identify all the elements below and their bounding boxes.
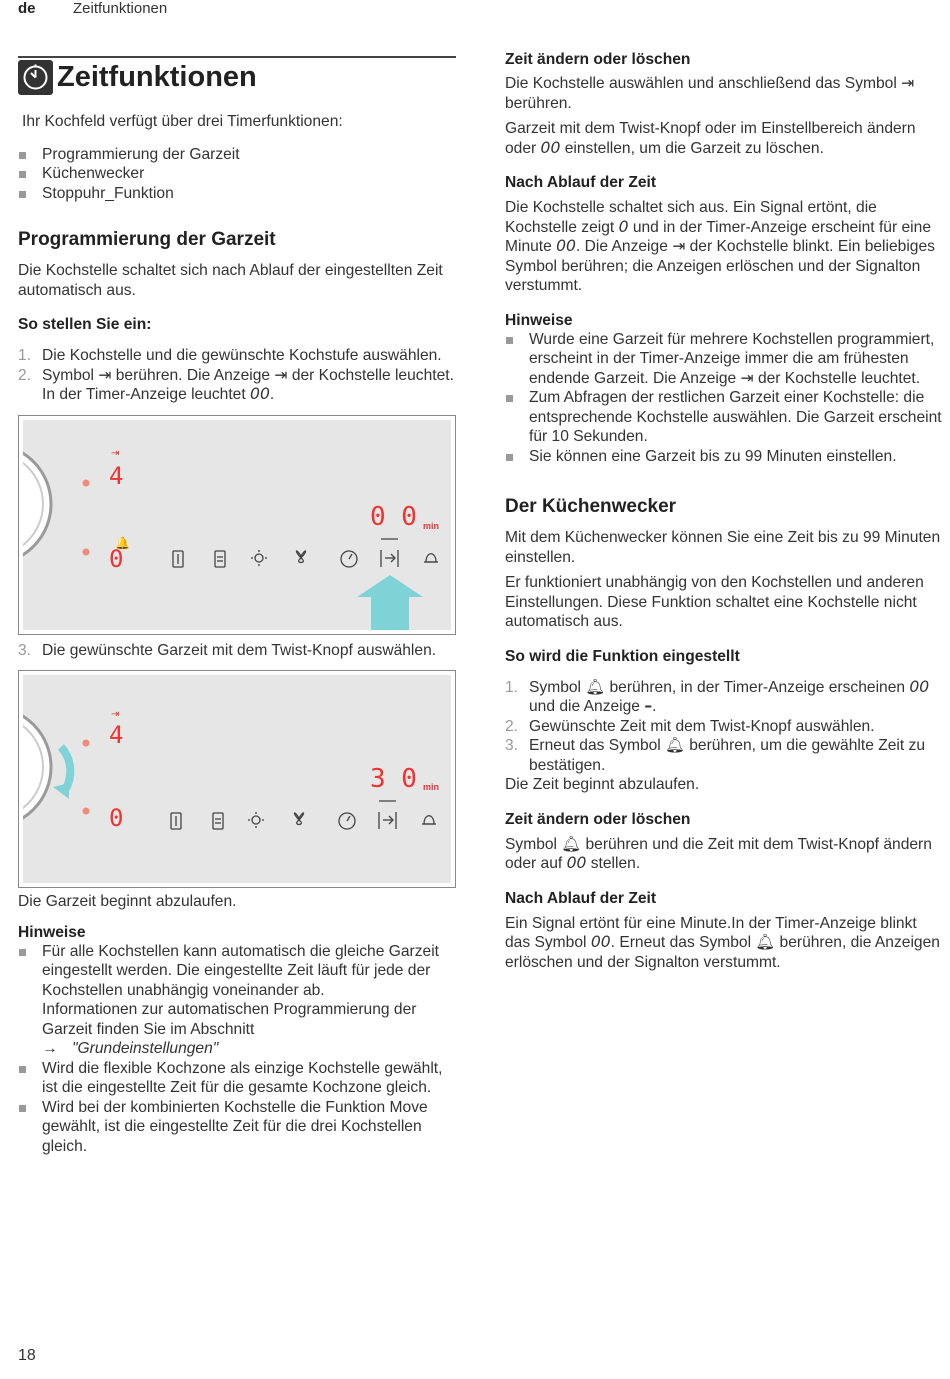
text: der Kochstelle blinkt. Ein beliebiges Symbol berühren; die Anzeigen erlöschen und der Signalton verstummt. (505, 238, 935, 294)
text: Die Kochstelle schaltet sich aus. Ein Signal ertönt, die Kochstelle zeigt (505, 199, 877, 236)
list-item: Küchenwecker (18, 164, 456, 184)
page-number: 18 (18, 1347, 36, 1364)
zero-zero-icon: 00 (909, 677, 930, 696)
zero-zero-icon: 00 (250, 385, 270, 403)
level-display-bottom: 0 (109, 544, 124, 573)
list-item (18, 346, 456, 366)
page-title (18, 60, 456, 94)
paragraph (505, 198, 945, 296)
text: Gewünschte Zeit mit dem Twist-Knopf auswählen. (529, 717, 875, 735)
timer-unit: min (423, 782, 440, 792)
timer-arrow-icon: ⇥ (901, 74, 915, 92)
step-text: . (269, 386, 275, 403)
text: . Die Anzeige (575, 238, 673, 255)
heading-change-time-2: Zeit ändern oder löschen (505, 810, 691, 828)
zero-zero-icon: 00 (556, 237, 576, 255)
paragraph (505, 835, 945, 874)
paragraph: Er funktioniert unabhängig von den Kochstellen und anderen Einstellungen. Diese Funktion schaltet eine Kochstelle nicht automatisch aus. (505, 574, 924, 630)
steps-list-continued (18, 641, 456, 661)
note-text: Informationen zur automatischen Programmierung der Garzeit finden Sie im Abschnitt (42, 1001, 417, 1038)
zero-zero-icon: 00 (540, 138, 561, 157)
list-item (18, 942, 456, 1059)
text: berühren. (505, 94, 572, 112)
text: Symbol (505, 835, 562, 853)
list-item (18, 641, 456, 661)
bell-icon: 🔔︎ (561, 834, 582, 853)
paragraph (505, 74, 945, 113)
level-display-top: 4 (109, 461, 124, 490)
text: Garzeit mit dem Twist-Knopf oder im Einstellbereich ändern oder (505, 120, 916, 157)
heading-kitchen-timer: Der Küchenwecker (505, 496, 677, 517)
svg-text:⇥: ⇥ (111, 447, 120, 459)
text: . (652, 698, 657, 715)
list-item: Programmierung der Garzeit (18, 145, 456, 165)
bell-icon: 🔔︎ (755, 933, 776, 951)
zero-icon: 0 (618, 217, 629, 236)
text: stellen. (586, 855, 641, 872)
text: berühren und die Zeit mit dem Twist-Knopf ändern oder auf (505, 835, 932, 872)
step-text: Symbol (42, 366, 99, 384)
text: Erneut das Symbol (529, 737, 666, 754)
dash-icon: – (644, 697, 653, 715)
text: berühren, in der Timer-Anzeige erscheinen (605, 678, 910, 696)
level-display-bottom: 0 (109, 804, 124, 832)
steps-list (18, 346, 456, 405)
list-item (505, 736, 945, 775)
list-item: Sie können eine Garzeit bis zu 99 Minuten einstellen. (505, 447, 945, 467)
paragraph: Die Zeit beginnt abzulaufen. (505, 776, 700, 793)
note-text: Für alle Kochstellen kann automatisch die gleiche Garzeit eingestellt werden. Die eingestellte Zeit läuft für jede der Kochstellen unabhängig voneinander ab. (42, 942, 439, 999)
heading-how-to-set-function: So wird die Funktion eingestellt (505, 647, 740, 665)
text: berühren, um die gewählte Zeit zu bestätigen. (529, 737, 925, 774)
timer-arrow-icon: ⇥ (274, 365, 288, 384)
zero-zero-icon: 00 (566, 854, 587, 872)
heading-how-to-set: So stellen Sie ein: (18, 316, 152, 333)
paragraph (505, 914, 945, 973)
heading-change-time: Zeit ändern oder löschen (505, 51, 691, 68)
left-column (18, 50, 456, 1156)
after-text: Die Garzeit beginnt abzulaufen. (18, 893, 237, 910)
heading-notes: Hinweise (18, 923, 86, 941)
heading-after-time: Nach Ablauf der Zeit (505, 174, 657, 191)
list-item (505, 330, 945, 389)
text: und die Anzeige (529, 698, 645, 715)
text: Die Kochstelle auswählen und anschließend das Symbol (505, 75, 902, 92)
text: berühren, die Anzeigen erlöschen und der Signalton verstummt. (505, 934, 940, 971)
control-panel-figure-2 (18, 670, 456, 888)
text: der Kochstelle leuchtet. (753, 369, 921, 387)
heading-notes: Hinweise (505, 311, 573, 329)
heading-after-time-2: Nach Ablauf der Zeit (505, 889, 657, 907)
timer-unit: min (423, 520, 440, 531)
timer-display: 3 0 (370, 764, 417, 794)
cross-reference-link[interactable]: "Grundeinstellungen" (72, 1040, 219, 1057)
text: . Erneut das Symbol (610, 934, 756, 951)
step-text: Die gewünschte Garzeit mit dem Twist-Knopf auswählen. (42, 641, 437, 659)
timer-arrow-icon: ⇥ (740, 368, 754, 387)
clock-icon (18, 60, 53, 95)
step-number: 3. (505, 737, 519, 754)
steps-list (505, 678, 945, 776)
timer-display: 0 0 (370, 501, 417, 532)
heading-programming: Programmierung der Garzeit (18, 229, 276, 250)
list-item: Zum Abfragen der restlichen Garzeit einer Kochstelle: die entsprechende Kochstelle auswählen. Die Garzeit erscheint für 10 Sekunden. (505, 388, 945, 447)
step-text: berühren. Die Anzeige (111, 366, 275, 384)
list-item: Wird die flexible Kochzone als einzige Kochstelle gewählt, ist die eingestellte Zeit für die gesamte Kochzone gleich. (18, 1059, 456, 1098)
notes-list (18, 942, 456, 1157)
text: Wurde eine Garzeit für mehrere Kochstellen programmiert, erscheint in der Timer-Anzeige immer die am frühesten endende Garzeit. Die Anzeige (529, 330, 935, 387)
svg-text:⇥: ⇥ (111, 709, 120, 720)
step-number: 1. (505, 678, 519, 696)
programming-text: Die Kochstelle schaltet sich nach Ablauf der eingestellten Zeit automatisch aus. (18, 262, 443, 299)
paragraph: Mit dem Küchenwecker können Sie eine Zeit bis zu 99 Minuten einstellen. (505, 529, 941, 566)
list-item (505, 717, 945, 737)
list-item (18, 366, 456, 405)
page-header (18, 0, 168, 17)
list-item: Wird bei der kombinierten Kochstelle die Funktion Move gewählt, ist die eingestellte Zeit für die drei Kochstellen gleich. (18, 1098, 456, 1157)
text: und in der Timer-Anzeige erscheint für eine Minute (505, 218, 931, 255)
arrow-right-icon: → (42, 1040, 58, 1057)
hob-panel (23, 420, 451, 630)
title-text: Zeitfunktionen (57, 60, 257, 93)
feature-list (18, 145, 456, 204)
list-item: Stoppuhr_Funktion (18, 184, 456, 204)
list-item (505, 678, 945, 717)
step-number: 2. (505, 717, 519, 735)
hob-panel (23, 675, 451, 883)
notes-list (505, 330, 945, 467)
bell-icon: 🔔︎ (665, 736, 685, 754)
step-text: der Kochstelle leuchtet. In der Timer-Anzeige leuchtet (42, 366, 454, 403)
paragraph (505, 119, 945, 158)
title-rule (18, 56, 456, 58)
language-code: de (18, 0, 36, 17)
level-display-top: 4 (109, 721, 124, 749)
step-text: Die Kochstelle und die gewünschte Kochstufe auswählen. (42, 347, 442, 364)
bell-icon: 🔔︎ (585, 677, 606, 696)
svg-text:🔔: 🔔 (115, 535, 130, 550)
control-panel-figure (18, 415, 456, 635)
right-column (505, 50, 945, 972)
timer-arrow-icon: ⇥ (98, 365, 112, 384)
step-number: 1. (18, 347, 32, 364)
text: Ein Signal ertönt für eine Minute.In der Timer-Anzeige blinkt das Symbol (505, 914, 917, 951)
step-number: 3. (18, 641, 32, 659)
intro-text: Ihr Kochfeld verfügt über drei Timerfunktionen: (22, 113, 343, 130)
text: einstellen, um die Garzeit zu löschen. (560, 139, 824, 157)
zero-zero-icon: 00 (590, 933, 611, 951)
timer-arrow-icon: ⇥ (672, 237, 686, 255)
text: Symbol (529, 678, 586, 696)
step-number: 2. (18, 366, 32, 384)
section-name: Zeitfunktionen (73, 0, 168, 17)
